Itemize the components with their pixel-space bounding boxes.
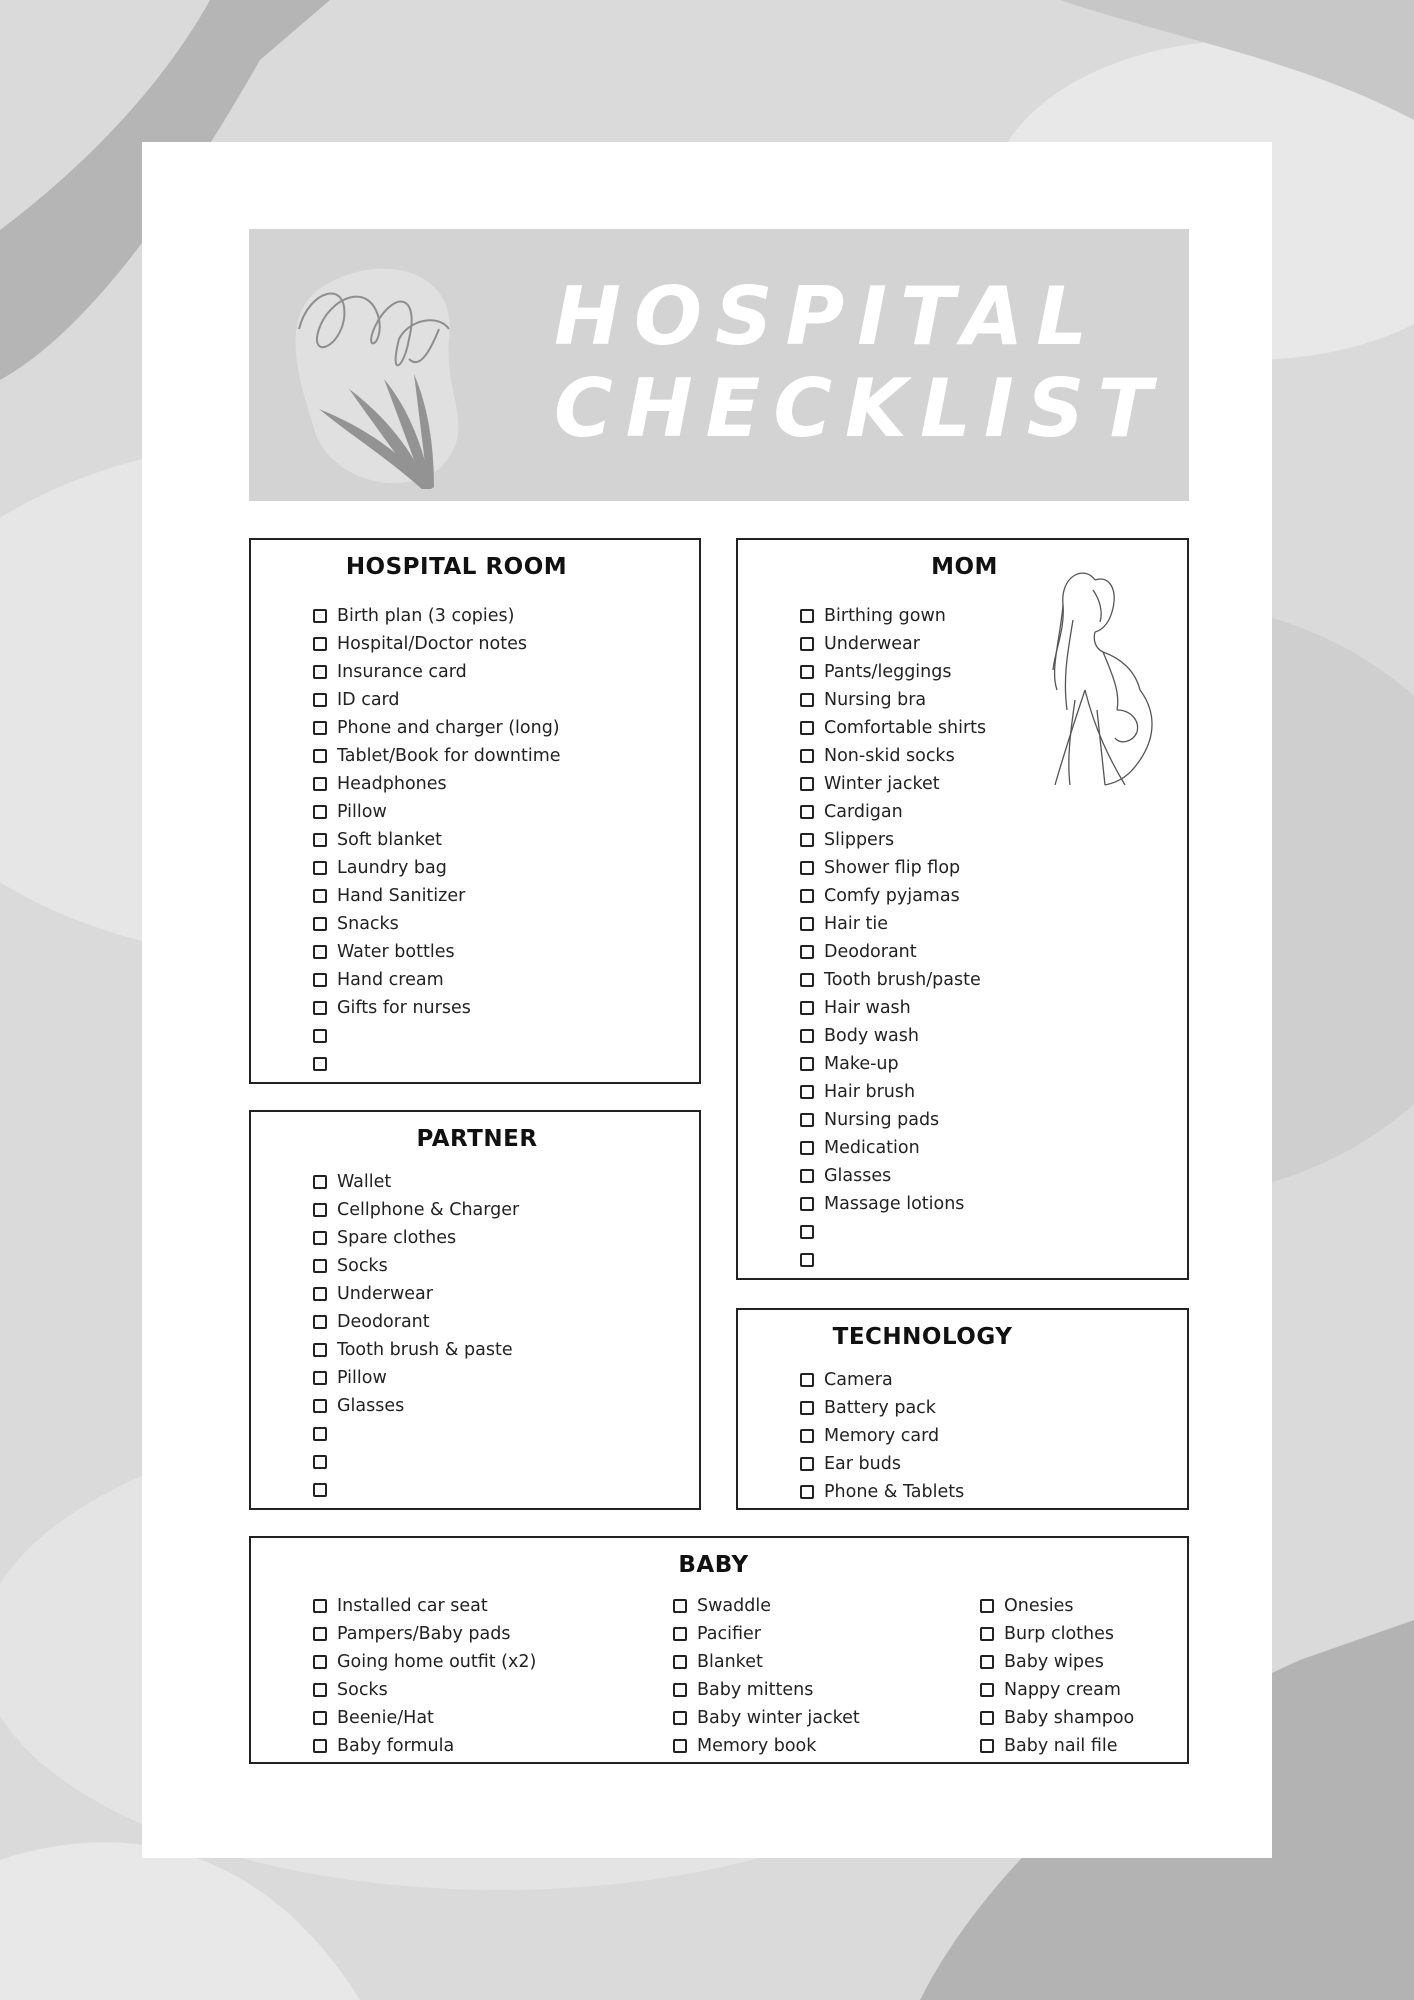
checklist-item[interactable] — [980, 1732, 1134, 1760]
checklist-item[interactable] — [313, 742, 561, 770]
checklist — [800, 1366, 964, 1506]
checklist-item-label: Nursing pads — [824, 1110, 940, 1130]
checkbox-icon[interactable] — [800, 609, 814, 623]
checklist-item[interactable] — [313, 1592, 536, 1620]
checkbox-icon[interactable] — [980, 1683, 994, 1697]
checklist-item-label: Deodorant — [337, 1312, 430, 1332]
checklist-item-label: Slippers — [824, 830, 895, 850]
section-mom — [736, 538, 1189, 1280]
checklist-item[interactable] — [800, 742, 986, 770]
checkbox-icon[interactable] — [313, 945, 327, 959]
checklist-item-label: Baby nail file — [1004, 1736, 1118, 1756]
checklist-item[interactable] — [800, 714, 986, 742]
checkbox-icon[interactable] — [313, 637, 327, 651]
checklist-item-label: Baby wipes — [1004, 1652, 1104, 1672]
checklist-item-label: Glasses — [824, 1166, 892, 1186]
checkbox-icon[interactable] — [313, 861, 327, 875]
checklist-item[interactable] — [313, 1620, 536, 1648]
checklist-item-label: Camera — [824, 1370, 893, 1390]
checklist-item-label: Laundry bag — [337, 858, 447, 878]
checklist-item[interactable] — [980, 1592, 1134, 1620]
checkbox-icon[interactable] — [800, 1169, 814, 1183]
checklist-item-label: Hair tie — [824, 914, 888, 934]
checklist-item[interactable] — [673, 1704, 860, 1732]
checklist-item[interactable] — [673, 1676, 860, 1704]
checklist-item-label: Pacifier — [697, 1624, 761, 1644]
checkbox-icon[interactable] — [673, 1655, 687, 1669]
checklist-item-label: Hair wash — [824, 998, 911, 1018]
checklist-item-label: Onesies — [1004, 1596, 1074, 1616]
section-title: BABY — [678, 1552, 749, 1578]
checklist-item-label: Memory book — [697, 1736, 817, 1756]
checklist-item[interactable] — [800, 1478, 964, 1506]
checklist-item[interactable] — [313, 630, 561, 658]
checklist-item-label: Medication — [824, 1138, 920, 1158]
checkbox-icon[interactable] — [313, 1343, 327, 1357]
checklist-item[interactable] — [313, 658, 561, 686]
section-technology — [736, 1308, 1189, 1510]
checkbox-icon[interactable] — [313, 833, 327, 847]
checklist-item[interactable] — [313, 882, 561, 910]
checklist-item[interactable] — [800, 1366, 964, 1394]
section-title: TECHNOLOGY — [832, 1324, 1013, 1350]
checkbox-icon[interactable] — [313, 665, 327, 679]
checklist-item-label: Non-skid socks — [824, 746, 955, 766]
checkbox-icon[interactable] — [800, 861, 814, 875]
checklist-item-label: Installed car seat — [337, 1596, 488, 1616]
checkbox-icon[interactable] — [313, 1655, 327, 1669]
checkbox-icon[interactable] — [800, 917, 814, 931]
checkbox-icon[interactable] — [980, 1599, 994, 1613]
checklist-item-label: Water bottles — [337, 942, 455, 962]
checklist-item-label: Battery pack — [824, 1398, 936, 1418]
checklist-item-label: Soft blanket — [337, 830, 443, 850]
checklist-item-label: Pillow — [337, 802, 387, 822]
checklist-item-label: Baby shampoo — [1004, 1708, 1135, 1728]
checklist-item-label: Comfy pyjamas — [824, 886, 960, 906]
checkbox-icon[interactable] — [313, 805, 327, 819]
checkbox-icon[interactable] — [313, 1371, 327, 1385]
checklist-item[interactable] — [313, 1648, 536, 1676]
checklist-item[interactable] — [800, 1022, 986, 1050]
checkbox-icon[interactable] — [313, 1739, 327, 1753]
checklist-item-label: Hand cream — [337, 970, 444, 990]
checklist-item[interactable] — [800, 1106, 986, 1134]
checklist-item-label: Gifts for nurses — [337, 998, 471, 1018]
checkbox-icon[interactable] — [800, 637, 814, 651]
checkbox-icon[interactable] — [313, 1287, 327, 1301]
checkbox-icon[interactable] — [313, 1599, 327, 1613]
checkbox-icon[interactable] — [673, 1739, 687, 1753]
checkbox-icon[interactable] — [313, 889, 327, 903]
checkbox-icon[interactable] — [800, 1253, 814, 1267]
checkbox-icon[interactable] — [800, 665, 814, 679]
checklist-item-label: Hair brush — [824, 1082, 916, 1102]
checkbox-icon[interactable] — [800, 693, 814, 707]
checkbox-icon[interactable] — [980, 1739, 994, 1753]
checklist-item-label: Blanket — [697, 1652, 763, 1672]
checklist-item-label: Snacks — [337, 914, 399, 934]
checkbox-icon[interactable] — [313, 1203, 327, 1217]
checklist-item[interactable] — [313, 1280, 519, 1308]
checklist-item[interactable] — [800, 882, 986, 910]
checklist-item-label: Hospital/Doctor notes — [337, 634, 527, 654]
checklist-item-label: Pampers/Baby pads — [337, 1624, 511, 1644]
checklist-item-label: ID card — [337, 690, 400, 710]
checkbox-icon[interactable] — [800, 1141, 814, 1155]
checklist-item-label: Underwear — [824, 634, 920, 654]
checklist-item[interactable] — [800, 1394, 964, 1422]
checklist-item-label: Birthing gown — [824, 606, 946, 626]
checkbox-icon[interactable] — [800, 1057, 814, 1071]
checklist-item[interactable] — [800, 1422, 964, 1450]
checklist-item[interactable] — [313, 1022, 561, 1050]
checkbox-icon[interactable] — [313, 1455, 327, 1469]
checkbox-icon[interactable] — [800, 1029, 814, 1043]
checklist-item-label: Insurance card — [337, 662, 467, 682]
checklist-item-label: Make-up — [824, 1054, 899, 1074]
checklist-item[interactable] — [800, 602, 986, 630]
checkbox-icon[interactable] — [313, 777, 327, 791]
title-line-1: HOSPITAL — [554, 270, 1101, 363]
checklist-item[interactable] — [800, 966, 986, 994]
checklist-column-1 — [313, 1592, 536, 1760]
checklist-item[interactable] — [673, 1648, 860, 1676]
checklist-item-label: Socks — [337, 1680, 388, 1700]
checklist-item[interactable] — [313, 1196, 519, 1224]
checklist-item-label: Tooth brush & paste — [337, 1340, 513, 1360]
checklist-item[interactable] — [800, 854, 986, 882]
checklist-item[interactable] — [313, 714, 561, 742]
checklist-item-label: Underwear — [337, 1284, 433, 1304]
checklist-item[interactable] — [980, 1676, 1134, 1704]
checklist-item-label: Baby mittens — [697, 1680, 814, 1700]
section-baby — [249, 1536, 1189, 1764]
checklist-item[interactable] — [800, 798, 986, 826]
checklist-item[interactable] — [313, 1252, 519, 1280]
checkbox-icon[interactable] — [800, 777, 814, 791]
checklist-item[interactable] — [800, 910, 986, 938]
checkbox-icon[interactable] — [673, 1599, 687, 1613]
checklist-item[interactable] — [313, 994, 561, 1022]
checkbox-icon[interactable] — [980, 1627, 994, 1641]
checklist-item-label: Burp clothes — [1004, 1624, 1114, 1644]
checklist-item[interactable] — [800, 1050, 986, 1078]
checklist-item-label: Shower flip flop — [824, 858, 961, 878]
checklist-item[interactable] — [800, 1078, 986, 1106]
checklist-item[interactable] — [980, 1620, 1134, 1648]
checklist-item[interactable] — [313, 966, 561, 994]
checkbox-icon[interactable] — [800, 1373, 814, 1387]
checkbox-icon[interactable] — [673, 1683, 687, 1697]
checklist-item[interactable] — [313, 602, 561, 630]
checkbox-icon[interactable] — [313, 1399, 327, 1413]
header-banner — [249, 229, 1189, 501]
checkbox-icon[interactable] — [800, 721, 814, 735]
checklist-item-label: Swaddle — [697, 1596, 771, 1616]
checklist-item-label: Headphones — [337, 774, 447, 794]
checklist-item-label: Going home outfit (x2) — [337, 1652, 537, 1672]
section-title: HOSPITAL ROOM — [345, 554, 568, 580]
checklist-item[interactable] — [800, 630, 986, 658]
checkbox-icon[interactable] — [313, 721, 327, 735]
checklist-item[interactable] — [800, 938, 986, 966]
checklist-item[interactable] — [313, 910, 561, 938]
checklist-item[interactable] — [313, 686, 561, 714]
checklist-item-label: Body wash — [824, 1026, 919, 1046]
checkbox-icon[interactable] — [313, 1683, 327, 1697]
checkbox-icon[interactable] — [313, 1259, 327, 1273]
checklist-item-label: Glasses — [337, 1396, 405, 1416]
section-partner — [249, 1110, 701, 1510]
checklist-item[interactable] — [313, 1704, 536, 1732]
checkbox-icon[interactable] — [800, 1197, 814, 1211]
checkbox-icon[interactable] — [800, 945, 814, 959]
checklist-item-label: Pants/leggings — [824, 662, 952, 682]
checklist-item-label: Nursing bra — [824, 690, 927, 710]
checklist — [313, 602, 561, 1078]
checklist-item-label: Hand Sanitizer — [337, 886, 466, 906]
checklist-item[interactable] — [313, 1676, 536, 1704]
checkbox-icon[interactable] — [800, 1457, 814, 1471]
checklist-item[interactable] — [673, 1620, 860, 1648]
checkbox-icon[interactable] — [313, 1029, 327, 1043]
checklist-column-3 — [980, 1592, 1134, 1760]
checkbox-icon[interactable] — [800, 973, 814, 987]
checkbox-icon[interactable] — [800, 1485, 814, 1499]
checklist-item[interactable] — [313, 1050, 561, 1078]
checklist-column-2 — [673, 1592, 860, 1760]
checklist-item[interactable] — [313, 1224, 519, 1252]
checkbox-icon[interactable] — [313, 1711, 327, 1725]
checklist-item[interactable] — [800, 770, 986, 798]
checkbox-icon[interactable] — [313, 693, 327, 707]
checkbox-icon[interactable] — [313, 1001, 327, 1015]
checklist-item-label: Winter jacket — [824, 774, 940, 794]
checklist-item[interactable] — [673, 1592, 860, 1620]
checkbox-icon[interactable] — [313, 1175, 327, 1189]
checklist-item-label: Ear buds — [824, 1454, 901, 1474]
checklist-item[interactable] — [980, 1648, 1134, 1676]
checklist-item[interactable] — [800, 994, 986, 1022]
checklist-item[interactable] — [800, 1218, 986, 1246]
scribble-leaf-icon — [289, 259, 499, 489]
checklist-item-label: Baby formula — [337, 1736, 455, 1756]
checkbox-icon[interactable] — [313, 1315, 327, 1329]
checkbox-icon[interactable] — [800, 1113, 814, 1127]
checkbox-icon[interactable] — [800, 805, 814, 819]
checklist-item[interactable] — [313, 938, 561, 966]
checklist-item[interactable] — [313, 798, 561, 826]
checklist-item[interactable] — [313, 1308, 519, 1336]
section-title: PARTNER — [416, 1126, 538, 1152]
checklist — [313, 1168, 519, 1504]
section-title: MOM — [931, 554, 998, 580]
checkbox-icon[interactable] — [800, 1085, 814, 1099]
page-title — [554, 271, 1165, 455]
checklist-item[interactable] — [800, 686, 986, 714]
checklist-item-label: Cardigan — [824, 802, 903, 822]
title-line-2: CHECKLIST — [554, 362, 1165, 455]
checklist-item[interactable] — [313, 770, 561, 798]
checkbox-icon[interactable] — [800, 833, 814, 847]
checkbox-icon[interactable] — [313, 917, 327, 931]
checklist-item-label: Tooth brush/paste — [824, 970, 981, 990]
section-hospital-room — [249, 538, 701, 1084]
checkbox-icon[interactable] — [980, 1711, 994, 1725]
checklist-item-label: Comfortable shirts — [824, 718, 987, 738]
checkbox-icon[interactable] — [313, 1057, 327, 1071]
checklist-item-label: Pillow — [337, 1368, 387, 1388]
checklist-item-label: Baby winter jacket — [697, 1708, 860, 1728]
checklist-item-label: Cellphone & Charger — [337, 1200, 520, 1220]
checkbox-icon[interactable] — [800, 1429, 814, 1443]
checklist-item-label: Massage lotions — [824, 1194, 965, 1214]
checkbox-icon[interactable] — [800, 1001, 814, 1015]
checklist-item[interactable] — [800, 1450, 964, 1478]
checklist-item[interactable] — [800, 1162, 986, 1190]
checklist-item-label: Spare clothes — [337, 1228, 457, 1248]
checkbox-icon[interactable] — [800, 1401, 814, 1415]
checklist-item-label: Beenie/Hat — [337, 1708, 434, 1728]
checklist-item-label: Birth plan (3 copies) — [337, 606, 515, 626]
checklist-item[interactable] — [313, 1364, 519, 1392]
checklist-item[interactable] — [313, 1448, 519, 1476]
checkbox-icon[interactable] — [313, 749, 327, 763]
checklist-item[interactable] — [313, 826, 561, 854]
checklist-item[interactable] — [800, 658, 986, 686]
checkbox-icon[interactable] — [313, 1483, 327, 1497]
checklist-item[interactable] — [313, 1168, 519, 1196]
checkbox-icon[interactable] — [673, 1627, 687, 1641]
checklist-item-label: Nappy cream — [1004, 1680, 1121, 1700]
checklist-item[interactable] — [313, 1392, 519, 1420]
checklist-item-label: Phone & Tablets — [824, 1482, 965, 1502]
checklist-item[interactable] — [673, 1732, 860, 1760]
checkbox-icon[interactable] — [313, 1231, 327, 1245]
checklist-item-label: Tablet/Book for downtime — [337, 746, 561, 766]
checklist-page — [142, 142, 1272, 1858]
checklist-item[interactable] — [800, 826, 986, 854]
checkbox-icon[interactable] — [673, 1711, 687, 1725]
checkbox-icon[interactable] — [980, 1655, 994, 1669]
checkbox-icon[interactable] — [313, 1627, 327, 1641]
checklist-item[interactable] — [800, 1134, 986, 1162]
checklist-item-label: Wallet — [337, 1172, 392, 1192]
checkbox-icon[interactable] — [800, 749, 814, 763]
checkbox-icon[interactable] — [800, 889, 814, 903]
checklist-item-label: Phone and charger (long) — [337, 718, 560, 738]
pregnant-woman-line-art-icon — [1045, 560, 1165, 790]
checkbox-icon[interactable] — [313, 1427, 327, 1441]
checkbox-icon[interactable] — [313, 973, 327, 987]
checklist-item[interactable] — [313, 1420, 519, 1448]
checklist-item-label: Memory card — [824, 1426, 940, 1446]
checklist-item[interactable] — [313, 1476, 519, 1504]
checklist-item[interactable] — [313, 854, 561, 882]
checklist-item[interactable] — [313, 1336, 519, 1364]
checklist-item-label: Socks — [337, 1256, 388, 1276]
checklist-item[interactable] — [313, 1732, 536, 1760]
checklist-item[interactable] — [800, 1190, 986, 1218]
checkbox-icon[interactable] — [800, 1225, 814, 1239]
checklist-item[interactable] — [980, 1704, 1134, 1732]
checklist — [800, 602, 986, 1274]
checklist-item-label: Deodorant — [824, 942, 917, 962]
checklist-item[interactable] — [800, 1246, 986, 1274]
checkbox-icon[interactable] — [313, 609, 327, 623]
